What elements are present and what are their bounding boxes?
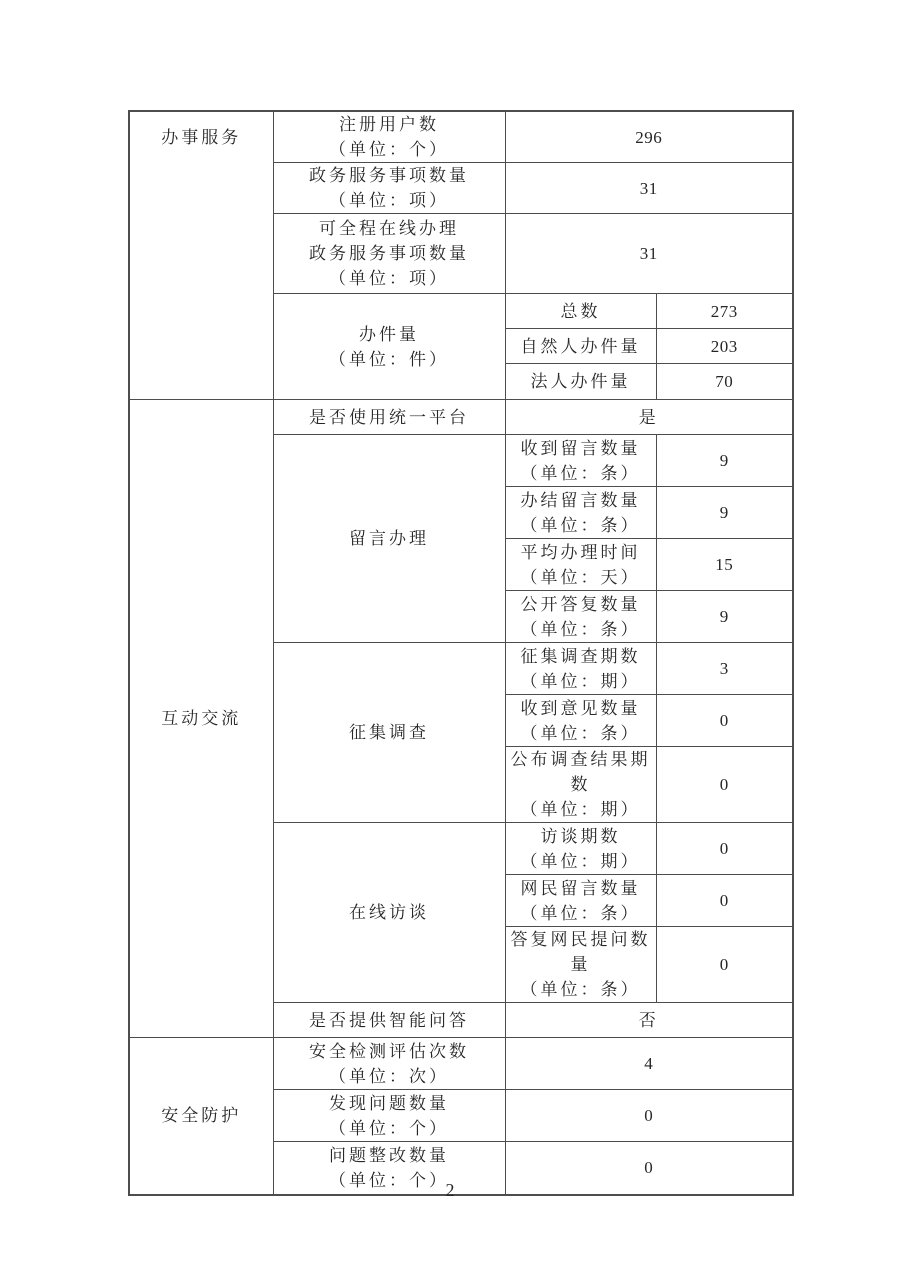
label-line: 注册用户数: [339, 115, 439, 134]
label-line: 收到意见数量: [520, 698, 641, 718]
label-line: 办结留言数量: [520, 490, 641, 510]
sub-label-cell: [505, 643, 656, 695]
unit-line: （单位：天）: [520, 567, 641, 587]
value-cell: 3: [656, 643, 793, 695]
label-line: 办件量: [359, 324, 419, 344]
sub-label-cell: 总数: [505, 294, 656, 329]
label-line: 网民留言数量: [520, 878, 641, 898]
value-cell: 203: [656, 329, 793, 364]
label-line: 征集调查期数: [520, 646, 641, 666]
value-cell: 9: [656, 487, 793, 539]
sub-label-cell: [505, 695, 656, 747]
unit-line: （单位：条）: [520, 723, 641, 743]
label-line: 问题整改数量: [329, 1145, 449, 1165]
section-cell-interaction: 互动交流: [129, 400, 273, 1038]
sub-label-cell: [505, 591, 656, 643]
value-cell: 是: [505, 400, 793, 435]
section-cell-security: 安全防护: [129, 1038, 273, 1195]
value-cell: 0: [656, 927, 793, 1003]
unit-line: （单位：个）: [329, 1170, 449, 1190]
label-line: 平均办理时间: [520, 542, 641, 562]
value-cell: 0: [505, 1090, 793, 1142]
unit-line: （单位：期）: [520, 671, 641, 691]
sub-label-cell: [505, 875, 656, 927]
value-cell: 31: [505, 214, 793, 294]
table-row: [129, 1038, 793, 1090]
sub-label-cell: [505, 927, 656, 1003]
label-line: 政务服务事项数量: [309, 166, 469, 185]
page-number: 2: [445, 1180, 455, 1200]
label-line: 公布调查结果期数: [510, 750, 651, 794]
row-label-cell: 征集调查: [273, 643, 505, 823]
value-cell: 9: [656, 435, 793, 487]
label-line: 政务服务事项数量: [309, 244, 469, 263]
row-label-cell: [273, 1090, 505, 1142]
value-cell: 0: [656, 747, 793, 823]
unit-line: （单位：个）: [329, 140, 449, 159]
sub-label-cell: [505, 539, 656, 591]
value-cell: 否: [505, 1003, 793, 1038]
value-cell: 15: [656, 539, 793, 591]
unit-line: （单位：期）: [520, 851, 641, 871]
unit-line: （单位：条）: [520, 463, 641, 483]
label-line: 可全程在线办理: [319, 219, 459, 238]
unit-line: （单位：条）: [520, 515, 641, 535]
label-line: 公开答复数量: [520, 594, 641, 614]
value-cell: 0: [656, 695, 793, 747]
unit-line: （单位：条）: [520, 619, 641, 639]
sub-label-cell: 自然人办件量: [505, 329, 656, 364]
value-cell: 0: [505, 1142, 793, 1195]
label-line: 访谈期数: [540, 826, 621, 846]
label-line: 安全检测评估次数: [309, 1041, 469, 1061]
row-label-cell: 是否提供智能问答: [273, 1003, 505, 1038]
unit-line: （单位：次）: [329, 1066, 449, 1086]
row-label-cell: [273, 294, 505, 400]
value-cell: 296: [505, 111, 793, 163]
label-line: 收到留言数量: [520, 438, 641, 458]
value-cell: 0: [656, 875, 793, 927]
row-label-cell: 在线访谈: [273, 823, 505, 1003]
label-line: 发现问题数量: [329, 1093, 449, 1113]
sub-label-cell: [505, 747, 656, 823]
unit-line: （单位：件）: [329, 349, 449, 369]
unit-line: （单位：个）: [329, 1118, 449, 1138]
value-cell: 9: [656, 591, 793, 643]
table-row: [129, 111, 793, 163]
row-label-cell: 是否使用统一平台: [273, 400, 505, 435]
sub-label-cell: 法人办件量: [505, 364, 656, 400]
value-cell: 31: [505, 163, 793, 214]
sub-label-cell: [505, 435, 656, 487]
row-label-cell: [273, 1038, 505, 1090]
sub-label-cell: [505, 487, 656, 539]
row-label-cell: 留言办理: [273, 435, 505, 643]
unit-line: （单位：项）: [329, 191, 449, 210]
unit-line: （单位：期）: [520, 800, 641, 819]
label-line: 答复网民提问数量: [510, 930, 651, 974]
sub-label-cell: [505, 823, 656, 875]
value-cell: 70: [656, 364, 793, 400]
unit-line: （单位：条）: [520, 980, 641, 999]
value-cell: 0: [656, 823, 793, 875]
table-row: [129, 400, 793, 435]
row-label-cell: [273, 163, 505, 214]
value-cell: 273: [656, 294, 793, 329]
unit-line: （单位：项）: [329, 269, 449, 288]
row-label-cell: [273, 111, 505, 163]
section-cell-office-services: 办事服务: [129, 111, 273, 400]
annual-report-table: [128, 110, 794, 1196]
unit-line: （单位：条）: [520, 903, 641, 923]
row-label-cell: [273, 214, 505, 294]
value-cell: 4: [505, 1038, 793, 1090]
